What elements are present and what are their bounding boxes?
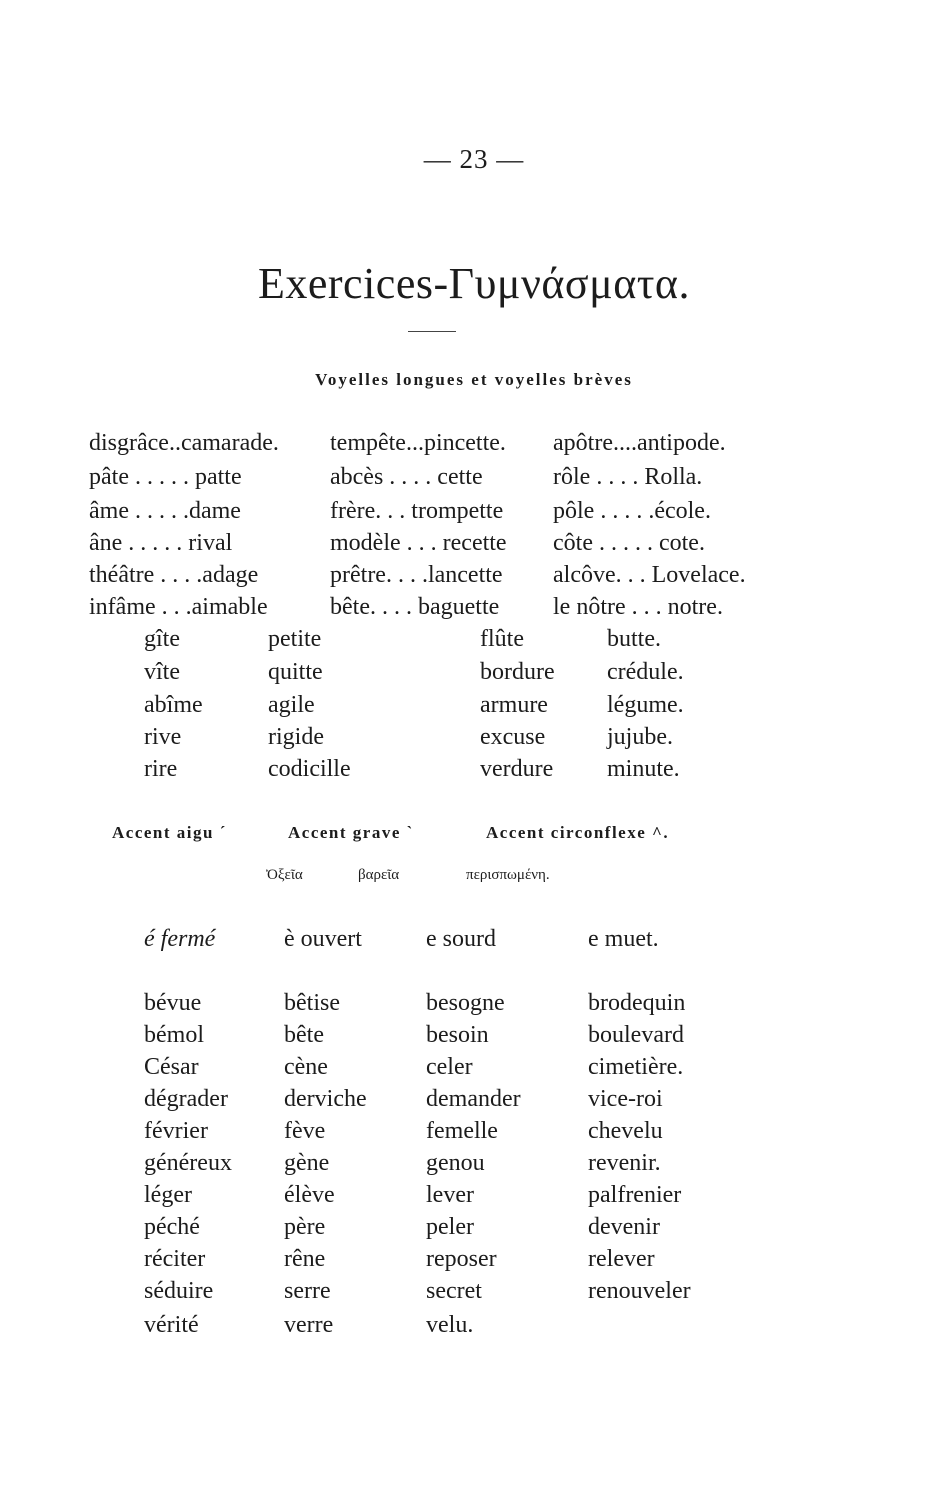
word-e-sourd: genou: [426, 1150, 485, 1176]
word-e-muet: palfrenier: [588, 1182, 682, 1208]
accent-grave-heading: Accent grave `: [288, 823, 414, 842]
word-e-muet: brodequin: [588, 990, 686, 1016]
e-sourd-label: e sourd: [426, 926, 496, 952]
word-e-sourd: celer: [426, 1054, 473, 1080]
vowel-pair: infâme . . .aimable: [89, 594, 268, 620]
word-e-sourd: velu.: [426, 1312, 474, 1338]
accent-word-row: [0, 1180, 948, 1210]
e-ouvert-label: è ouvert: [284, 926, 362, 952]
vowel-row: [0, 592, 948, 622]
word-e-ouvert: père: [284, 1214, 326, 1240]
vowel-word-row: [0, 690, 948, 720]
vowel-pair: modèle . . . recette: [330, 530, 507, 556]
word-e-ouvert: élève: [284, 1182, 335, 1208]
word-e-ouvert: gène: [284, 1150, 330, 1176]
accent-word-row: [0, 1084, 948, 1114]
accent-word-row: [0, 1310, 948, 1340]
word-e-sourd: demander: [426, 1086, 521, 1112]
vowel-pair: pâte . . . . . patte: [89, 464, 242, 490]
vowel-word: rire: [144, 756, 178, 782]
word-e-muet: vice-roi: [588, 1086, 663, 1112]
accent-word-row: [0, 1148, 948, 1178]
vowel-word: minute.: [607, 756, 680, 782]
greek-oxeia: Ὀξεῖα: [266, 867, 303, 883]
word-e-sourd: lever: [426, 1182, 474, 1208]
vowel-word: abîme: [144, 692, 203, 718]
word-e-ouvert: serre: [284, 1278, 331, 1304]
accent-circonflexe-heading: Accent circonflexe ^.: [486, 823, 670, 842]
word-e-sourd: besoin: [426, 1022, 489, 1048]
vowel-word: gîte: [144, 626, 180, 652]
word-e-ouvert: bête: [284, 1022, 324, 1048]
word-e-sourd: peler: [426, 1214, 474, 1240]
vowel-word: rive: [144, 724, 182, 750]
page-title: Exercices-Γυμνάσματα.: [257, 259, 690, 308]
vowel-row: [0, 428, 948, 458]
word-e-ouvert: cène: [284, 1054, 328, 1080]
e-kinds-row: [0, 926, 948, 956]
vowel-pair: apôtre....antipode.: [553, 430, 726, 456]
greek-accent-names: [0, 867, 948, 891]
accent-word-row: [0, 1052, 948, 1082]
vowel-word: flûte: [480, 626, 524, 652]
vowel-word-row: [0, 722, 948, 752]
vowel-word: agile: [268, 692, 315, 718]
title-rule: [408, 331, 456, 332]
accent-word-row: [0, 1212, 948, 1242]
word-e-sourd: reposer: [426, 1246, 497, 1272]
vowel-word-row: [0, 754, 948, 784]
e-muet-label: e muet.: [588, 926, 659, 952]
word-e-ouvert: rêne: [284, 1246, 326, 1272]
vowel-pair: âme . . . . .dame: [89, 498, 241, 524]
word-e-sourd: besogne: [426, 990, 505, 1016]
word-e-muet: renouveler: [588, 1278, 691, 1304]
word-e-ferme: César: [144, 1054, 199, 1080]
word-e-ferme: vérité: [144, 1312, 199, 1338]
vowel-word: butte.: [607, 626, 661, 652]
vowel-word: vîte: [144, 659, 180, 685]
word-e-ouvert: fève: [284, 1118, 326, 1144]
vowel-pair: frère. . . trompette: [330, 498, 504, 524]
word-e-ferme: réciter: [144, 1246, 206, 1272]
vowel-pair: pôle . . . . .école.: [553, 498, 711, 524]
vowel-pair: disgrâce..camarade.: [89, 430, 279, 456]
word-e-ferme: février: [144, 1118, 208, 1144]
vowel-pair: bête. . . . baguette: [330, 594, 500, 620]
vowel-row: [0, 528, 948, 558]
accent-word-row: [0, 988, 948, 1018]
vowel-pair: le nôtre . . . notre.: [553, 594, 723, 620]
accent-aigu-heading: Accent aigu ´: [112, 823, 227, 842]
vowel-row: [0, 462, 948, 492]
accent-word-row: [0, 1116, 948, 1146]
accent-word-row: [0, 1244, 948, 1274]
word-e-ferme: bévue: [144, 990, 202, 1016]
word-e-sourd: secret: [426, 1278, 482, 1304]
word-e-ferme: bémol: [144, 1022, 204, 1048]
e-ferme-label: é fermé: [144, 926, 216, 952]
word-e-muet: chevelu: [588, 1118, 663, 1144]
vowel-pair: théâtre . . . .adage: [89, 562, 259, 588]
word-e-ferme: dégrader: [144, 1086, 228, 1112]
greek-bareia: βαρεῖα: [358, 867, 400, 883]
word-e-ferme: séduire: [144, 1278, 214, 1304]
vowel-word-row: [0, 657, 948, 687]
greek-perispomene: περισπωμένη.: [466, 867, 550, 883]
accent-word-row: [0, 1276, 948, 1306]
vowel-word-row: [0, 624, 948, 654]
word-e-muet: revenir.: [588, 1150, 661, 1176]
vowel-pair: abcès . . . . cette: [330, 464, 483, 490]
vowel-word: excuse: [480, 724, 546, 750]
vowel-pair: âne . . . . . rival: [89, 530, 233, 556]
section-subtitle: Voyelles longues et voyelles brèves: [315, 370, 633, 389]
word-e-ferme: généreux: [144, 1150, 232, 1176]
word-e-sourd: femelle: [426, 1118, 498, 1144]
vowel-pair: prêtre. . . .lancette: [330, 562, 503, 588]
vowel-word: légume.: [607, 692, 684, 718]
word-e-muet: cimetière.: [588, 1054, 684, 1080]
word-e-ouvert: derviche: [284, 1086, 367, 1112]
vowel-word: rigide: [268, 724, 324, 750]
vowel-pair: côte . . . . . cote.: [553, 530, 705, 556]
vowel-word: petite: [268, 626, 322, 652]
vowel-row: [0, 496, 948, 526]
vowel-row: [0, 560, 948, 590]
page-number: — 23 —: [423, 144, 525, 174]
accent-headings: [0, 823, 948, 851]
vowel-pair: tempête...pincette.: [330, 430, 506, 456]
vowel-word: armure: [480, 692, 548, 718]
word-e-ouvert: verre: [284, 1312, 334, 1338]
word-e-ouvert: bêtise: [284, 990, 340, 1016]
vowel-pair: rôle . . . . Rolla.: [553, 464, 703, 490]
accent-word-row: [0, 1020, 948, 1050]
vowel-pair: alcôve. . . Lovelace.: [553, 562, 746, 588]
vowel-word: crédule.: [607, 659, 684, 685]
word-e-ferme: léger: [144, 1182, 192, 1208]
vowel-word: codicille: [268, 756, 351, 782]
word-e-ferme: péché: [144, 1214, 200, 1240]
word-e-muet: devenir: [588, 1214, 660, 1240]
word-e-muet: relever: [588, 1246, 655, 1272]
vowel-word: quitte: [268, 659, 323, 685]
vowel-word: jujube.: [607, 724, 673, 750]
vowel-word: verdure: [480, 756, 554, 782]
vowel-word: bordure: [480, 659, 555, 685]
word-e-muet: boulevard: [588, 1022, 684, 1048]
